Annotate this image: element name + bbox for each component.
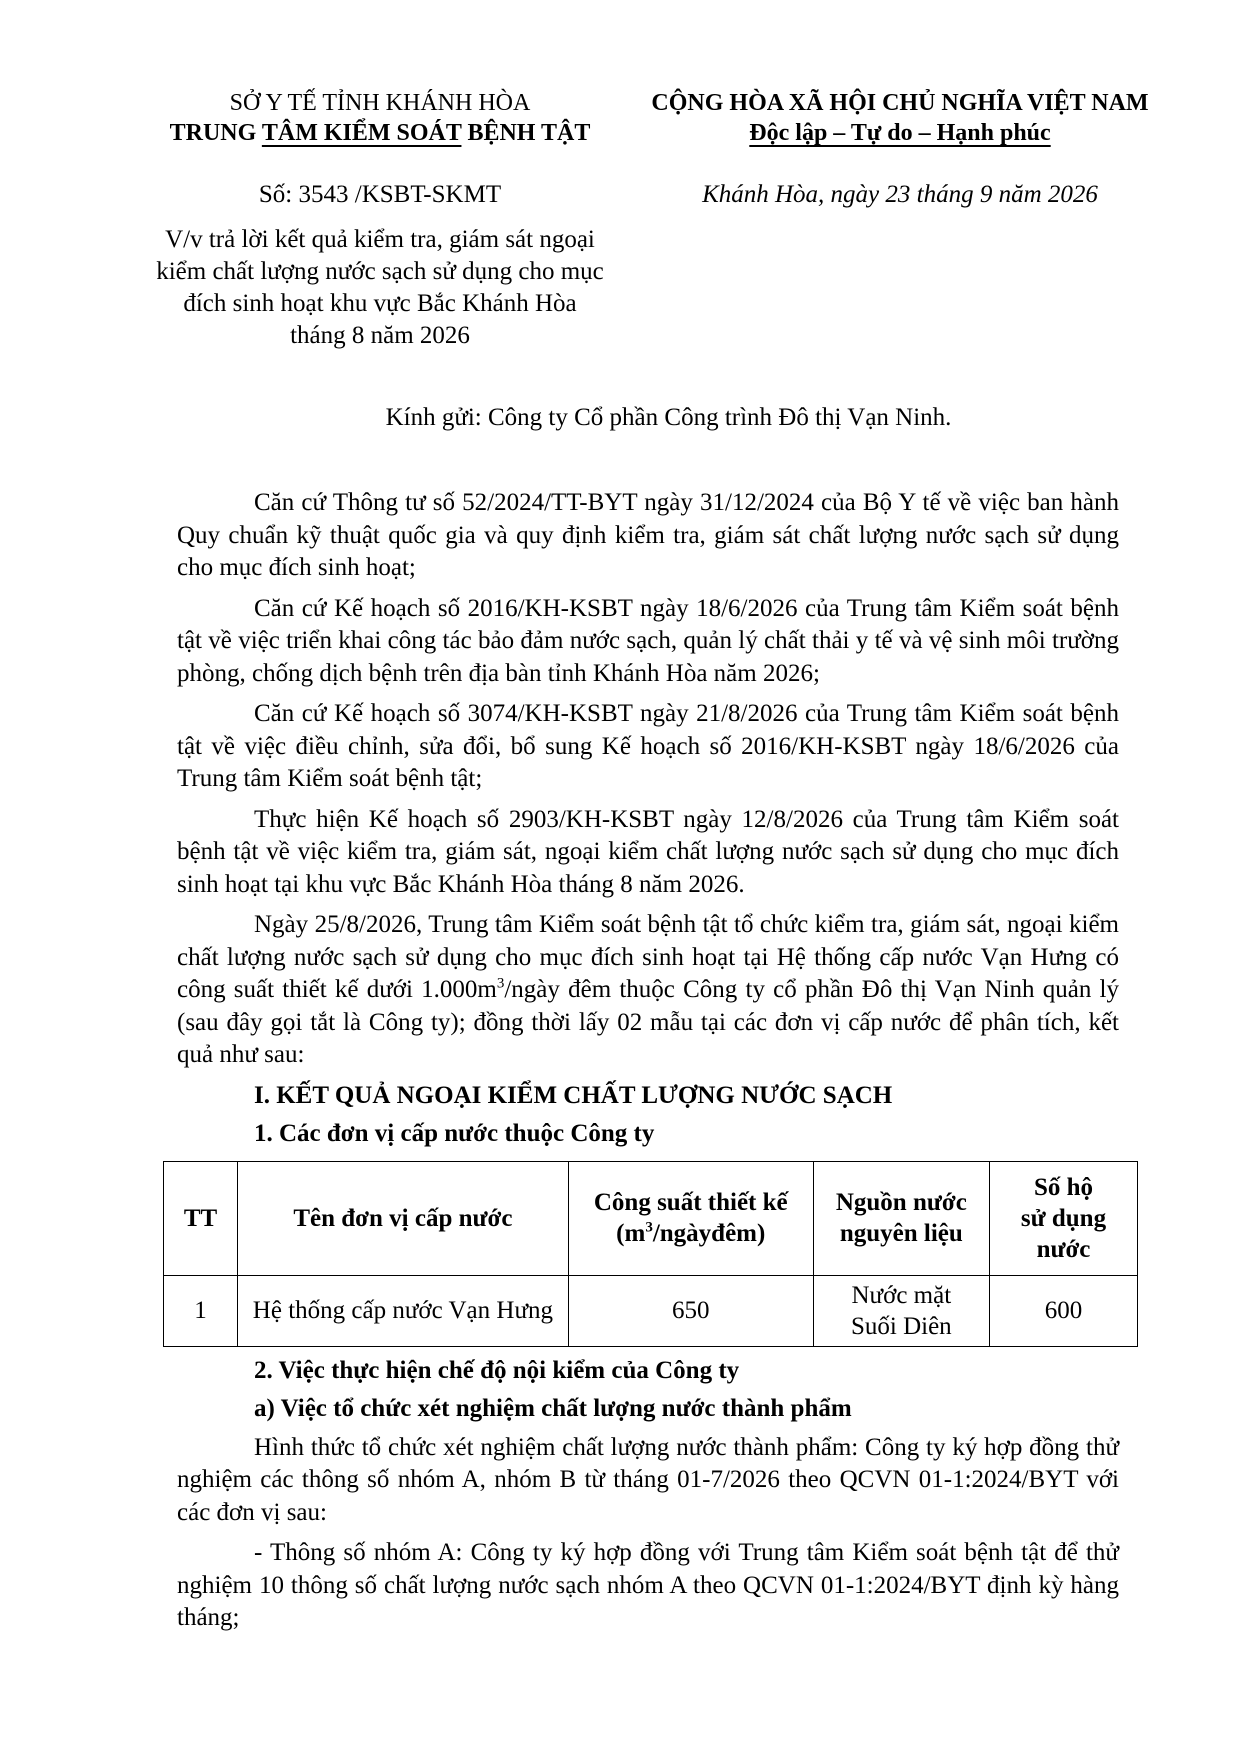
superscript: 3 <box>645 1219 653 1236</box>
table-row <box>164 1275 1138 1346</box>
issuing-agency <box>150 118 610 148</box>
recipient: Kính gửi: Công ty Cổ phần Công trình Đô thị Vạn Ninh. <box>385 404 952 431</box>
subsection-title: 1. Các đơn vị cấp nước thuộc Công ty <box>254 1120 655 1147</box>
header-capacity-line2a: (m <box>616 1220 646 1247</box>
issuing-agency-part2: TÂM KIỂM SOÁT <box>261 120 462 146</box>
header-capacity <box>568 1161 813 1275</box>
paragraph: - Thông số nhóm A: Công ty ký hợp đồng với Trung tâm Kiểm soát bệnh tật để thử nghiệm 10 thông số chất lượng nước sạch nhóm A theo QCVN 01-1:2024/BYT định kỳ hàng tháng; <box>177 1539 1119 1631</box>
superscript: 3 <box>496 975 505 992</box>
document-number: Số: 3543 /KSBT-SKMT <box>258 181 502 208</box>
section-title: I. KẾT QUẢ NGOẠI KIỂM CHẤT LƯỢNG NƯỚC SẠCH <box>254 1081 893 1109</box>
issuing-agency-part1: TRUNG <box>169 120 262 146</box>
paragraph-part: Ngày 25/8/2026, Trung tâm Kiểm soát bệnh tật tổ chức kiểm tra, giám sát, ngoại kiểm chất lượng nước sạch sử dụng cho mục đích sinh hoạt tại Hệ thống cấp nước Vạn Hưng có công suất thiết kế dưới 1.000m <box>177 911 1119 1003</box>
national-motto-text: Độc lập – Tự do – Hạnh phúc <box>749 120 1051 146</box>
document-body <box>177 487 1119 1643</box>
header-tt: TT <box>164 1161 238 1275</box>
cell-source <box>813 1275 989 1346</box>
subsection-title: 2. Việc thực hiện chế độ nội kiểm của Công ty <box>254 1356 740 1384</box>
subject-line: V/v trả lời kết quả kiểm tra, giám sát ngoại <box>165 226 595 253</box>
agency-header <box>150 88 610 148</box>
header-households <box>989 1161 1137 1275</box>
paragraph <box>177 909 1119 1072</box>
subject-line: đích sinh hoạt khu vực Bắc Khánh Hòa <box>183 290 577 317</box>
document-date: Khánh Hòa, ngày 23 tháng 9 năm 2026 <box>702 181 1098 208</box>
cell-source-line1: Nước mặt <box>851 1281 952 1309</box>
header-name: Tên đơn vị cấp nước <box>238 1161 569 1275</box>
header-households-line3: nước <box>1036 1235 1091 1263</box>
subject-line: tháng 8 năm 2026 <box>290 322 470 349</box>
paragraph: Căn cứ Kế hoạch số 3074/KH-KSBT ngày 21/8/2026 của Trung tâm Kiểm soát bệnh tật về việc điều chỉnh, sửa đổi, bổ sung Kế hoạch số 2016/KH-KSBT ngày 18/6/2026 của Trung tâm Kiểm soát bệnh tật; <box>177 700 1119 792</box>
header-source-line2: nguyên liệu <box>839 1220 963 1247</box>
paragraph: Căn cứ Thông tư số 52/2024/TT-BYT ngày 31/12/2024 của Bộ Y tế về việc ban hành Quy chuẩn kỹ thuật quốc gia và quy định kiểm tra, giám sát chất lượng nước sạch sử dụng cho mục đích sinh hoạt; <box>177 489 1119 581</box>
cell-tt: 1 <box>164 1275 238 1346</box>
cell-capacity: 650 <box>568 1275 813 1346</box>
water-supply-table <box>163 1161 1138 1347</box>
header-households-line2: sử dụng <box>1020 1204 1107 1232</box>
header-capacity-line2b: /ngàyđêm) <box>652 1220 766 1247</box>
header-capacity-line1: Công suất thiết kế <box>593 1189 788 1216</box>
cell-name: Hệ thống cấp nước Vạn Hưng <box>238 1275 569 1346</box>
cell-households: 600 <box>989 1275 1137 1346</box>
cell-source-line2: Suối Diên <box>850 1312 952 1340</box>
header-source <box>813 1161 989 1275</box>
paragraph: Hình thức tổ chức xét nghiệm chất lượng nước thành phẩm: Công ty ký hợp đồng thử nghiệm các thông số nhóm A, nhóm B từ tháng 01-7/2026 theo QCVN 01-1:2024/BYT với các đơn vị sau: <box>177 1433 1119 1526</box>
parent-agency: SỞ Y TẾ TỈNH KHÁNH HÒA <box>229 90 531 116</box>
table-header-row <box>164 1161 1138 1275</box>
subject-line: kiểm chất lượng nước sạch sử dụng cho mục <box>156 258 604 285</box>
paragraph: Căn cứ Kế hoạch số 2016/KH-KSBT ngày 18/6/2026 của Trung tâm Kiểm soát bệnh tật về việc triển khai công tác bảo đảm nước sạch, quản lý chất thải y tế và vệ sinh môi trường phòng, chống dịch bệnh trên địa bàn tỉnh Khánh Hòa năm 2026; <box>177 594 1119 687</box>
paragraph-part: /ngày đêm thuộc Công ty cổ phần Đô thị Vạn Ninh quản lý (sau đây gọi tắt là Công ty); đồng thời lấy 02 mẫu tại các đơn vị cấp nước để phân tích, kết quả như sau: <box>177 976 1119 1068</box>
header-source-line1: Nguồn nước <box>835 1189 967 1216</box>
national-header <box>620 88 1180 148</box>
issuing-agency-part3: BỆNH TẬT <box>461 120 591 146</box>
header-households-line1: Số hộ <box>1033 1173 1094 1201</box>
national-motto <box>620 118 1180 148</box>
subsection-title: a) Việc tổ chức xét nghiệm chất lượng nước thành phẩm <box>254 1395 852 1422</box>
paragraph: Thực hiện Kế hoạch số 2903/KH-KSBT ngày 12/8/2026 của Trung tâm Kiểm soát bệnh tật về việc kiểm tra, giám sát, ngoại kiểm chất lượng nước sạch sử dụng cho mục đích sinh hoạt tại khu vực Bắc Khánh Hòa tháng 8 năm 2026. <box>177 805 1119 898</box>
document-subject <box>140 224 620 352</box>
national-title: CỘNG HÒA XÃ HỘI CHỦ NGHĨA VIỆT NAM <box>651 90 1149 116</box>
